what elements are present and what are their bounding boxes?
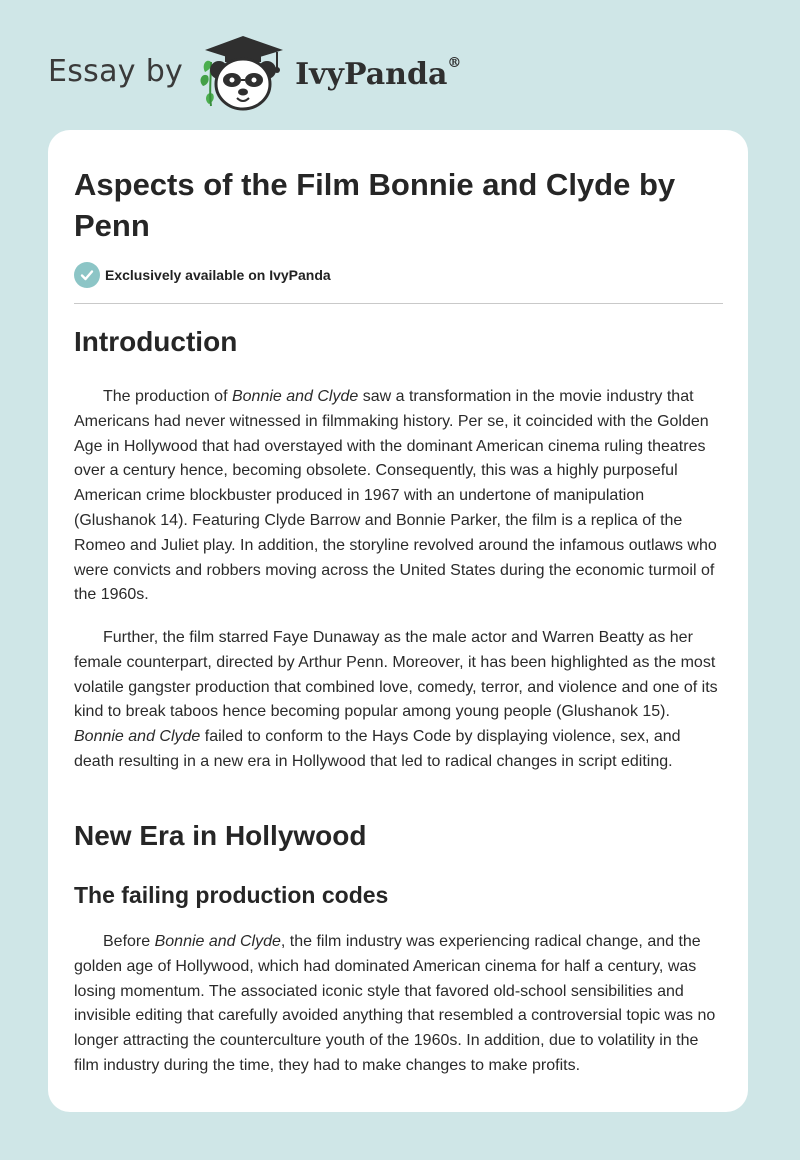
paragraph-intro-1: The production of Bonnie and Clyde saw a transformation in the movie industry that Americans had never witnessed in filmmaking history. Per se, it coincided with the Golden Age in Hollywood that had overstayed with the dominant American cinema ruling theatres over a century hence, becoming obsolete. Consequently, this was a highly purposeful American crime blockbuster produced in 1967 with an undertone of manipulation (Glushanok 14). Featuring Clyde Barrow and Bonnie Parker, the film is a replica of the Romeo and Juliet play. In addition, the storyline revolved around the infamous outlaws who were convicts and robbers moving across the United States during the economic turmoil of the 1960s.: [74, 388, 717, 604]
brand-name: IvyPanda®: [295, 54, 462, 92]
paragraph-new-era-1: Before Bonnie and Clyde, the film industry was experiencing radical change, and the golden age of Hollywood, which had dominated American cinema for half a century, was losing momentum. The associated iconic style that favored old-school sensibilities and invisible editing that carefully avoided anything that resembled a controversial topic was no longer attracting the counterculture youth of the 1960s. In addition, due to volatility in the film industry during the time, they had to make changes to make profits.: [74, 933, 716, 1074]
section-heading-new-era: New Era in Hollywood: [74, 820, 367, 851]
essay-by-label: Essay by: [48, 53, 184, 89]
divider: [74, 303, 723, 304]
section-heading-introduction: Introduction: [74, 326, 238, 357]
site-header: [48, 28, 461, 114]
paragraph-intro-2: Further, the film starred Faye Dunaway as the male actor and Warren Beatty as her female counterpart, directed by Arthur Penn. Moreover, it has been highlighted as the most volatile gangster production that combined love, comedy, terror, and violence and one of its kind to break taboos hence becoming popular among young people (Glushanok 15). Bonnie and Clyde failed to conform to the Hays Code by displaying violence, sex, and death resulting in a new era in Hollywood that led to radical changes in script editing.: [74, 629, 718, 770]
ivypanda-logo[interactable]: [197, 28, 461, 114]
panda-icon: [197, 28, 289, 114]
subheading-failing-codes: The failing production codes: [74, 882, 389, 908]
page-title: Aspects of the Film Bonnie and Clyde by Penn: [74, 167, 676, 243]
badge-text: Exclusively available on IvyPanda: [105, 267, 331, 283]
exclusive-badge: [74, 262, 331, 288]
essay-card: [48, 130, 748, 1112]
check-icon: [74, 262, 100, 288]
